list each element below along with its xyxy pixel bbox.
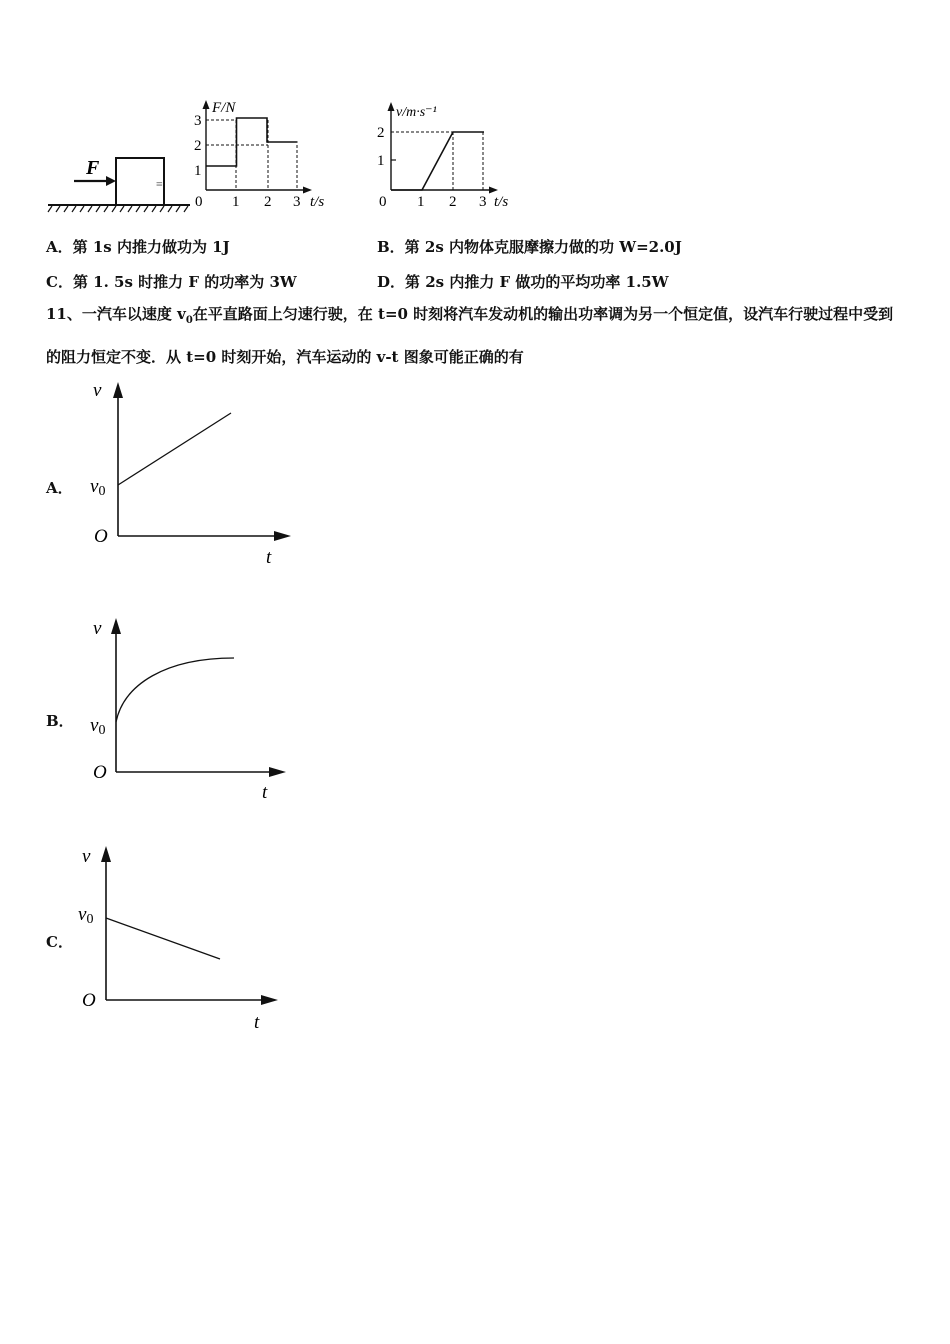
f-x-tick-3: 3 [293,194,301,210]
option-c-label: C． [46,933,73,951]
v-series-line [391,132,484,190]
option-a-v-label: v [93,380,102,401]
q11-question [46,296,906,375]
v-x-tick-2: 2 [449,194,457,210]
v-x-tick-3: 3 [479,194,487,210]
q11-text-part2: 在平直路面上匀速行驶，在 t=0 时刻将汽车发动机的输出功率调为另一个恒定值，设汽车行驶过程中受到的阻力恒定不变．从 t=0 时刻开始，汽车运动的 v-t 图象可能正确的有 [46,305,894,366]
f-y-tick-1: 1 [194,163,202,179]
option-a-t-label: t [266,547,272,568]
q11-subscript: 0 [185,315,193,326]
f-y-axis-label: F/N [212,100,236,116]
f-series-line [206,118,298,166]
option-b-graph [86,614,301,806]
v-y-tick-2: 2 [377,125,385,141]
v-y-tick-1: 1 [377,153,385,169]
f-x-axis-label: t/s [310,194,325,210]
f-x-tick-2: 2 [264,194,272,210]
block-force-diagram [44,150,194,215]
option-a-label: A． [46,479,73,497]
v-x-tick-1: 1 [417,194,425,210]
force-label: F [86,157,100,179]
f-y-tick-3: 3 [194,113,202,129]
force-time-graph [190,96,340,214]
option-a-curve [118,413,231,485]
v-y-axis-label: v/m·s⁻¹ [396,105,437,120]
q11-text-part1: 11、一汽车以速度 v [46,305,186,323]
option-c-v0-label: v0 [78,904,94,927]
option-c-v-label: v [82,846,91,867]
option-b-label: B． [46,712,74,730]
option-a-v0-label: v0 [90,476,106,499]
option-a-graph [86,378,301,570]
v-origin: 0 [379,194,387,210]
option-c-origin-label: O [82,990,96,1011]
option-a-origin-label: O [94,526,108,547]
velocity-time-graph [370,96,530,214]
option-c-t-label: t [254,1012,260,1033]
f-dashed-guides [206,120,297,190]
option-c-curve [106,918,220,959]
option-b-v0-label: v0 [90,715,106,738]
v-x-axis-label: t/s [494,194,509,210]
option-b-t-label: t [262,782,268,803]
block-side-mark: ≡ [156,177,163,191]
f-origin: 0 [195,194,203,210]
f-y-tick-2: 2 [194,138,202,154]
f-x-tick-1: 1 [232,194,240,210]
q10-option-c: C．第 1. 5s 时推力 F 的功率为 3W [46,273,297,291]
q10-option-b: B．第 2s 内物体克服摩擦力做的功 W=2.0J [377,238,682,256]
q10-option-a: A．第 1s 内推力做功为 1J [46,238,230,256]
q10-option-d: D．第 2s 内推力 F 做功的平均功率 1.5W [377,273,669,291]
option-c-graph [76,842,291,1038]
option-b-curve [116,658,234,722]
option-b-origin-label: O [93,762,107,783]
option-b-v-label: v [93,618,102,639]
